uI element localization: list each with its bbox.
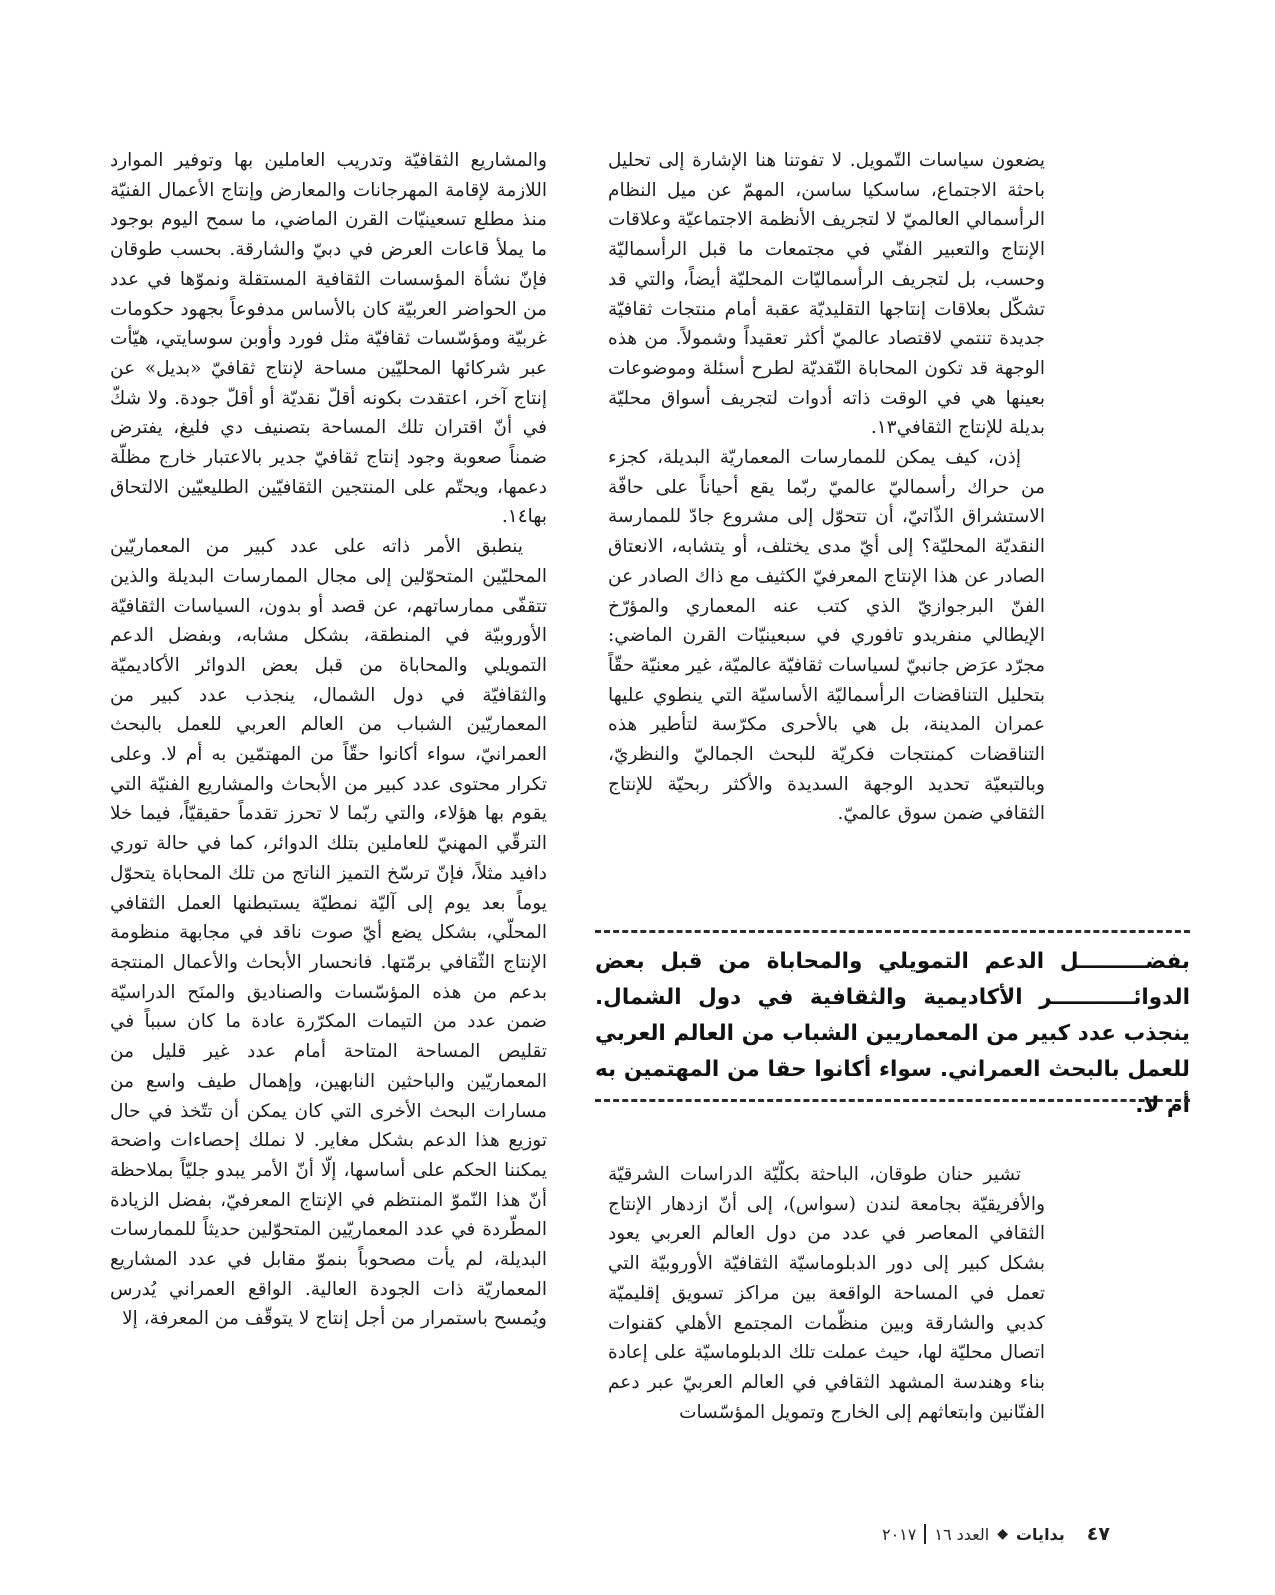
- paragraph: تشير حنان طوقان، الباحثة بكلّيّة الدراسات الشرقيّة والأفريقيّة بجامعة لندن (سواس)، إلى أنّ ازدهار الإنتاج الثقافي المعاصر في عدد من دول العالم العربي يعود بشكل كبير إلى دور الدبلوماسيّة الثقافيّة الأوروبيّة التي تعمل في المساحة الواقعة بين مراكز تسويق إقليميّة كدبي والشارقة وبين منظّمات المجتمع الأهلي كقنوات اتصال محليّة لها، حيث عملت تلك الدبلوماسيّة على إعادة بناء وهندسة المشهد الثقافي في العالم العربيّ عبر دعم الفنّانين وابتعاثهم إلى الخارج وتمويل المؤسّسات: [608, 1164, 1045, 1423]
- issue-number: العدد ١٦: [934, 1524, 990, 1544]
- paragraph: ينطبق الأمر ذاته على عدد كبير من المعماريّين المحليّين المتحوّلين إلى مجال الممارسات البديلة والذين تتقفّى ممارساتهم، عن قصد أو بدون، السياسات الثقافيّة الأوروبيّة في المنطقة، بشكل مشابه، وبفضل الدعم التمويلي والمحاباة من قبل بعض الدوائر الأكاديميّة والثقافيّة في دول الشمال، ينجذب عدد كبير من المعماريّين الشباب من العالم العربي للعمل بالبحث العمرانيّ، سواء أكانوا حقّاً من المهتمّين به أم لا. وعلى تكرار محتوى عدد كبير من الأبحاث والمشاريع الفنيّة التي يقوم بها هؤلاء، والتي ربّما لا تحرز تقدماً حقيقيّاً، فيما خلا الترقّي المهنيّ للعاملين بتلك الدوائر، كما في حالة توري دافيد مثلاً، فإنّ ترسّخ التميز الناتج من تلك المحاباة يتحوّل يوماً بعد يوم إلى آليّة نمطيّة يستبطنها العمل الثقافي المحلّي، بشكل يضع أيّ صوت ناقد في مجابهة منظومة الإنتاج الثّقافي برمّتها. فانحسار الأبحاث والأعمال المنتجة بدعم من هذه المؤسّسات والصناديق والمنَح الدراسيّة ضمن عدد من التيمات المكرّرة عادة ما كان سبباً في تقليص المساحة المتاحة أمام عدد غير قليل من المعماريّين والباحثين النابهين، وإهمال طيف واسع من مسارات البحث الأخرى التي كان يمكن أن تتّخذ في حال توزيع هذا الدعم بشكل مغاير. لا نملك إحصاءات واضحة يمكننا الحكم على أساسها، إلّا أنّ الأمر يبدو جليّاً بملاحظة أنّ هذا النّموّ المنتظم في الإنتاج المعرفيّ، بفضل الزيادة المطّردة في عدد المعماريّين المتحوّلين حديثاً للممارسات البديلة، لم يأت مصحوباً بنموّ مقابل في عدد المشاريع المعماريّة ذات الجودة العالية. الواقع العمراني يُدرس ويُمسح باستمرار من أجل إنتاج لا يتوقّف من المعرفة، إلا: [110, 536, 547, 1330]
- publication-name: بدايات: [1015, 1524, 1065, 1544]
- text-column-right-top: [608, 146, 1045, 896]
- text-column-right-bottom: [608, 1160, 1045, 1460]
- page-number: ٤٧: [1086, 1523, 1110, 1545]
- issue-year: ٢٠١٧: [881, 1524, 917, 1544]
- paragraph: إذن، كيف يمكن للممارسات المعماريّة البديلة، كجزء من حراك رأسماليّ عالميّ ربّما يقع أحياناً على حافّة الاستشراق الذّاتيّ، أن تتحوّل إلى مشروع جادّ للممارسة النقديّة المحليّة؟ إلى أيّ مدى يختلف، أو يتشابه، الانعتاق الصادر عن هذا الإنتاج المعرفيّ الكثيف مع ذاك الصادر عن الفنّ البرجوازيّ الذي كتب عنه المعماري والمؤرّخ الإيطالي منفريدو تافوري في سبعينيّات القرن الماضي: مجرّد عرَض جانبيّ لسياسات ثقافيّة عالميّة، غير معنيّة حقّاً بتحليل التناقضات الرأسماليّة الأساسيّة التي ينطوي عليها عمران المدينة، بل هي بالأحرى مكرّسة لتأطير هذه التناقضات كمنتجات فكريّة للبحث الجماليّ والنظريّ، وبالتبعيّة تحديد الوجهة السديدة والأكثر ربحيّة للإنتاج الثقافي ضمن سوق عالميّ.: [608, 447, 1045, 825]
- divider: [924, 1524, 926, 1544]
- divider: [595, 930, 1190, 933]
- diamond-icon: ◆: [997, 1526, 1008, 1542]
- paragraph: يضعون سياسات التّمويل. لا تفوتنا هنا الإشارة إلى تحليل باحثة الاجتماع، ساسكيا ساسن، المهمّ عن ميل النظام الرأسمالي العالميّ لا لتجريف الأنظمة الاجتماعيّة وعلاقات الإنتاج والتعبير الفنّي في مجتمعات ما قبل الرأسماليّة وحسب، بل لتجريف الرأسماليّات المحليّة أيضاً، والتي قد تشكّل بعلاقات إنتاجها التقليديّة عقبة أمام منتجات ثقافيّة جديدة تنتمي لاقتصاد عالميّ أكثر تعقيداً وشمولاً. من هذه الوجهة قد تكون المحاباة النّقديّة لطرح أسئلة وموضوعات بعينها هي في الوقت ذاته أدوات لتجريف أسواق محليّة بديلة للإنتاج الثقافي١٣.: [608, 150, 1045, 439]
- pull-quote: [595, 930, 1190, 1118]
- pull-quote-text: بفضـــــــــل الدعم التمويلي والمحاباة من قبل بعض الدوائـــــــــــر الأكاديمية والثقافية في دول الشمال. ينجذب عدد كبير من المعماريين الشباب من العالم العربي للعمل بالبحث العمراني. سواء أكانوا حقا من المهتمين به أم لا.: [595, 949, 1190, 1118]
- divider: [595, 1099, 1190, 1102]
- page-footer: [820, 1519, 1110, 1549]
- text-column-left: [110, 146, 547, 1456]
- paragraph: والمشاريع الثقافيّة وتدريب العاملين بها وتوفير الموارد اللازمة لإقامة المهرجانات والمعارض وإنتاج الأعمال الفنيّة منذ مطلع تسعينيّات القرن الماضي، ما سمح اليوم بوجود ما يملأ قاعات العرض في دبيّ والشارقة. بحسب طوقان فإنّ نشأة المؤسسات الثقافية المستقلة ونموّها في عدد من الحواضر العربيّة كان بالأساس مدفوعاً بجهود حكومات غربيّة ومؤسّسات ثقافيّة مثل فورد وأوبن سوسايتي، هيّأت عبر شركائها المحليّين مساحة لإنتاج ثقافيّ «بديل» عن إنتاج آخر، اعتقدت بكونه أقلّ نقديّة أو أقلّ جودة. ولا شكّ في أنّ اقتران تلك المساحة بتصنيف دي فليغ، يفترض ضمناً صعوبة وجود إنتاج ثقافيّ جدير بالاعتبار خارج مظلّة دعمها، ويحتّم على المنتجين الثقافيّين الطليعيّين الالتحاق بها١٤.: [110, 150, 547, 528]
